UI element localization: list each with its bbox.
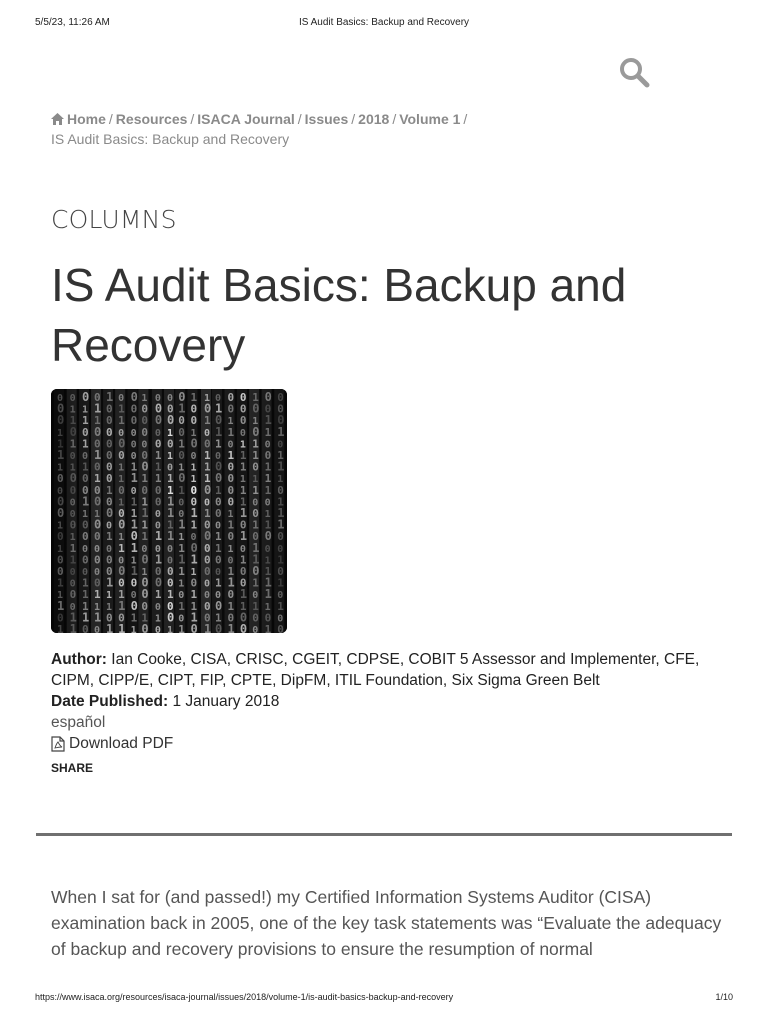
language-link[interactable]: español — [51, 714, 106, 731]
page-title: IS Audit Basics: Backup and Recovery — [51, 259, 627, 371]
print-document-title: IS Audit Basics: Backup and Recovery — [298, 17, 470, 28]
print-url: https://www.isaca.org/resources/isaca-journal/issues/2018/volume-1/is-audit-basics-backup-and-recovery — [35, 992, 454, 1002]
breadcrumb-separator: / — [297, 111, 302, 127]
breadcrumb-2018[interactable]: 2018 — [358, 111, 390, 127]
print-page-number: 1/10 — [715, 992, 733, 1002]
author-name: Ian Cooke, CISA, CRISC, CGEIT, CDPSE, COBIT 5 Assessor and Implementer, CFE, CIPM, CIPP/E, CIPT, FIP, CPTE, DipFM, ITIL Foundation, Six Sigma Green Belt — [51, 651, 700, 689]
article-kicker: COLUMNS — [51, 205, 177, 234]
date-label: Date Published: — [51, 693, 169, 710]
breadcrumb-isaca-journal[interactable]: ISACA Journal — [197, 111, 295, 127]
breadcrumb-current: IS Audit Basics: Backup and Recovery — [51, 131, 290, 147]
download-row — [51, 733, 731, 758]
breadcrumb-issues[interactable]: Issues — [304, 111, 349, 127]
breadcrumb-separator: / — [463, 111, 468, 127]
article-lead-paragraph: When I sat for (and passed!) my Certified Information Systems Auditor (CISA) examination back in 2005, one of the key task statements was “Evaluate the adequacy of backup and recovery provisions to ensure the resumption of normal — [51, 887, 722, 959]
date-line — [51, 691, 731, 712]
breadcrumb-label: Home — [67, 111, 106, 127]
download-pdf-label: Download PDF — [69, 735, 174, 752]
binary-code-graphic — [51, 389, 287, 633]
home-icon — [51, 113, 64, 125]
breadcrumb-separator: / — [351, 111, 356, 127]
share-label[interactable]: SHARE — [51, 760, 94, 775]
pdf-file-icon — [51, 736, 65, 752]
author-label: Author: — [51, 651, 107, 668]
download-pdf-link[interactable] — [51, 733, 173, 754]
breadcrumb — [51, 109, 691, 149]
publish-date: 1 January 2018 — [172, 693, 280, 710]
search-icon[interactable] — [618, 56, 650, 88]
binary-code-image — [51, 389, 287, 633]
breadcrumb-separator: / — [108, 111, 113, 127]
print-timestamp: 5/5/23, 11:26 AM — [35, 17, 110, 28]
section-divider — [36, 833, 732, 836]
breadcrumb-separator: / — [190, 111, 195, 127]
article-meta — [51, 649, 731, 776]
breadcrumb-volume-1[interactable]: Volume 1 — [399, 111, 461, 127]
breadcrumb-resources[interactable]: Resources — [115, 111, 188, 127]
breadcrumb-home[interactable] — [51, 111, 106, 127]
author-line — [51, 649, 731, 691]
breadcrumb-separator: / — [392, 111, 397, 127]
